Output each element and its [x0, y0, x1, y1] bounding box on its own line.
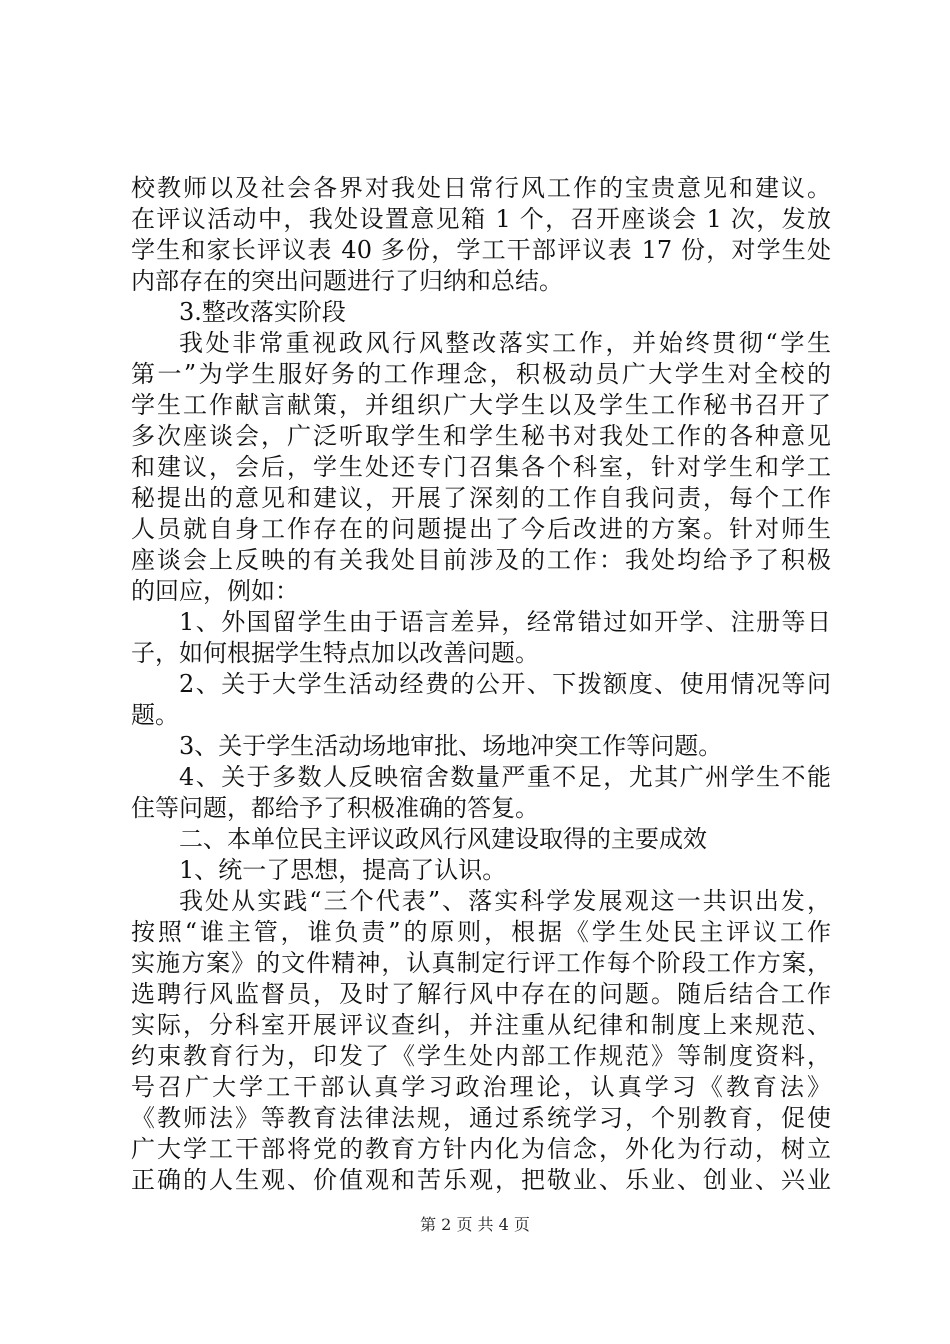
text-line: 正确的人生观、价值观和苦乐观，把敬业、乐业、创业、兴业	[131, 1166, 831, 1194]
text-line: 秘提出的意见和建议，开展了深刻的工作自我问责，每个工作	[131, 484, 831, 512]
text-line: 实施方案》的文件精神，认真制定行评工作每个阶段工作方案，	[131, 949, 831, 977]
text-line: 实际，分科室开展评议查纠，并注重从纪律和制度上来规范、	[131, 1011, 831, 1039]
text-line: 我处非常重视政风行风整改落实工作，并始终贯彻“学生	[179, 329, 831, 357]
text-line: 2、关于大学生活动经费的公开、下拨额度、使用情况等问	[179, 670, 831, 698]
text-line: 人员就自身工作存在的问题提出了今后改进的方案。针对师生	[131, 515, 831, 543]
text-line: 《教师法》等教育法律法规，通过系统学习，个别教育，促使	[131, 1104, 831, 1132]
page-footer: 第 2 页 共 4 页	[420, 1215, 530, 1234]
text-line: 内部存在的突出问题进行了归纳和总结。	[131, 267, 563, 295]
text-line: 子，如何根据学生特点加以改善问题。	[131, 639, 539, 667]
text-line: 3.整改落实阶段	[179, 298, 346, 326]
text-line: 第一”为学生服好务的工作理念，积极动员广大学生对全校的	[131, 360, 831, 388]
text-line: 1、统一了思想，提高了认识。	[179, 856, 507, 884]
text-line: 的回应，例如：	[131, 577, 299, 605]
text-line: 广大学工干部将党的教育方针内化为信念，外化为行动，树立	[131, 1135, 831, 1163]
text-line: 校教师以及社会各界对我处日常行风工作的宝贵意见和建议。	[131, 174, 831, 202]
text-line: 学生工作献言献策，并组织广大学生以及学生工作秘书召开了	[131, 391, 831, 419]
text-line: 1、外国留学生由于语言差异，经常错过如开学、注册等日	[179, 608, 831, 636]
text-line: 按照“谁主管，谁负责”的原则，根据《学生处民主评议工作	[131, 918, 831, 946]
text-line: 约束教育行为，印发了《学生处内部工作规范》等制度资料，	[131, 1042, 831, 1070]
text-line: 和建议，会后，学生处还专门召集各个科室，针对学生和学工	[131, 453, 831, 481]
body-text	[131, 173, 831, 1196]
text-line: 二、本单位民主评议政风行风建设取得的主要成效	[179, 825, 707, 853]
text-line: 在评议活动中，我处设置意见箱 1 个，召开座谈会 1 次，发放	[131, 205, 831, 233]
text-line: 选聘行风监督员，及时了解行风中存在的问题。随后结合工作	[131, 980, 831, 1008]
text-line: 学生和家长评议表 40 多份，学工干部评议表 17 份，对学生处	[131, 236, 831, 264]
text-line: 多次座谈会，广泛听取学生和学生秘书对我处工作的各种意见	[131, 422, 831, 450]
text-line: 3、关于学生活动场地审批、场地冲突工作等问题。	[179, 732, 723, 760]
text-line: 4、关于多数人反映宿舍数量严重不足，尤其广州学生不能	[179, 763, 831, 791]
text-line: 题。	[131, 701, 179, 729]
text-line: 我处从实践“三个代表”、落实科学发展观这一共识出发，	[179, 887, 831, 915]
text-line: 号召广大学工干部认真学习政治理论，认真学习《教育法》	[131, 1073, 831, 1101]
text-line: 座谈会上反映的有关我处目前涉及的工作：我处均给予了积极	[131, 546, 831, 574]
text-line: 住等问题，都给予了积极准确的答复。	[131, 794, 539, 822]
